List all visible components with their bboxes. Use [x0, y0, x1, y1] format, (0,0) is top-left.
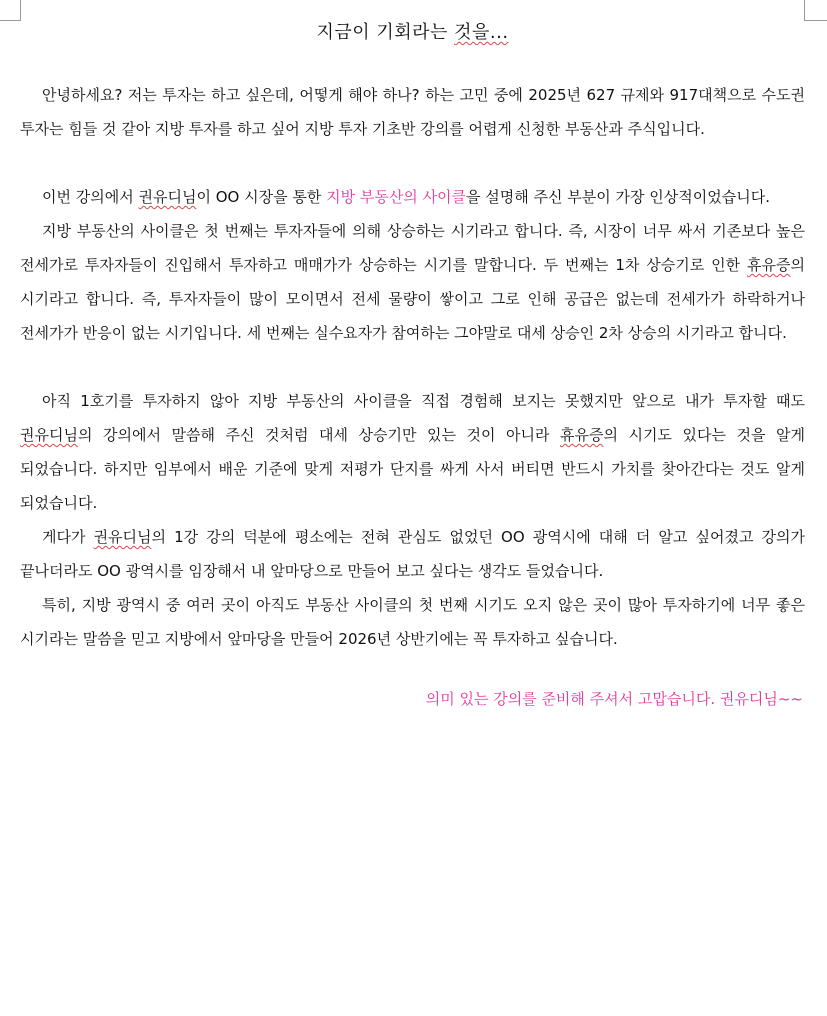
paragraph-impression [20, 180, 805, 214]
instructor-name: 권유디님 [20, 426, 78, 444]
text-run: 지방 부동산의 사이클은 첫 번째는 투자자들에 의해 상승하는 시기라고 합니다. 즉, 시장이 너무 싸서 기존보다 높은 전세가로 투자자들이 진입해서 투자하고 매매가가 상승하는 시기를 말합니다. 두 번째는 1차 상승기로 인한 [20, 222, 805, 274]
blank-line [20, 350, 805, 384]
text-run: 의 강의에서 말씀해 주신 것처럼 대세 상승기만 있는 것이 아니라 [77, 426, 560, 444]
text-run: 게다가 [42, 528, 94, 546]
blank-line [20, 656, 805, 674]
paragraph-interest [20, 520, 805, 588]
document-body[interactable] [20, 20, 805, 716]
instructor-name: 권유디님 [138, 188, 197, 206]
paragraph-cycle [20, 214, 805, 350]
misspelled-word: 휴유증 [560, 426, 604, 444]
title-text-misspelled: 것을... [454, 22, 509, 43]
paragraph-intro: 안녕하세요? 저는 투자는 하고 싶은데, 어떻게 해야 하나? 하는 고민 중에 2025년 627 규제와 917대책으로 수도권 투자는 힘들 것 같아 지방 투자를 하고 싶어 지방 투자 기초반 강의를 어렵게 신청한 부동산과 주식입니다. [20, 86, 805, 138]
closing-line: 의미 있는 강의를 준비해 주셔서 고맙습니다. 권유디님~~ [425, 690, 803, 708]
page-corner-mark-right [804, 0, 827, 21]
highlighted-phrase: 지방 부동산의 사이클 [326, 188, 467, 206]
text-run: 의 1강 강의 덕분에 평소에는 전혀 관심도 없었던 OO 광역시에 대해 더 알고 싶어졌고 강의가 끝나더라도 OO 광역시를 임장해서 내 앞마당으로 만들어 보고 싶다는 생각도 들었습니다. [20, 528, 805, 580]
misspelled-word: 휴유증 [747, 256, 791, 274]
paragraph-plan: 특히, 지방 광역시 중 여러 곳이 아직도 부동산 사이클의 첫 번째 시기도 오지 않은 곳이 많아 투자하기에 너무 좋은 시기라는 말씀을 믿고 지방에서 앞마당을 만들어 2026년 상반기에는 꼭 투자하고 싶습니다. [20, 596, 805, 648]
document-title [20, 20, 805, 46]
instructor-name: 권유디님 [93, 528, 152, 546]
title-text: 지금이 기회라는 [316, 22, 455, 43]
page-corner-mark-left [0, 0, 21, 21]
text-run: 의 시기라고 합니다. 즉, 투자자들이 많이 모이면서 전세 물량이 쌓이고 그로 인해 공급은 없는데 전세가가 하락하거나 전세가가 반응이 없는 시기입니다. 세 번째는 실수요자가 참여하는 그야말로 대세 상승인 2차 상승의 시기라고 합니다. [20, 256, 805, 342]
blank-line [20, 146, 805, 180]
text-run: 이번 강의에서 [42, 188, 139, 206]
text-run: 이 OO 시장을 통한 [196, 188, 327, 206]
text-run: 을 설명해 주신 부분이 가장 인상적이었습니다. [466, 188, 770, 206]
paragraph-reflection [20, 384, 805, 520]
text-run: 의 시기도 있다는 것을 알게 되었습니다. 하지만 임부에서 배운 기준에 맞게 저평가 단지를 싸게 사서 버티면 반드시 가치를 찾아간다는 것도 알게 되었습니다. [20, 426, 805, 512]
text-run: 아직 1호기를 투자하지 않아 지방 부동산의 사이클을 직접 경험해 보지는 못했지만 앞으로 내가 투자할 때도 [42, 392, 805, 410]
